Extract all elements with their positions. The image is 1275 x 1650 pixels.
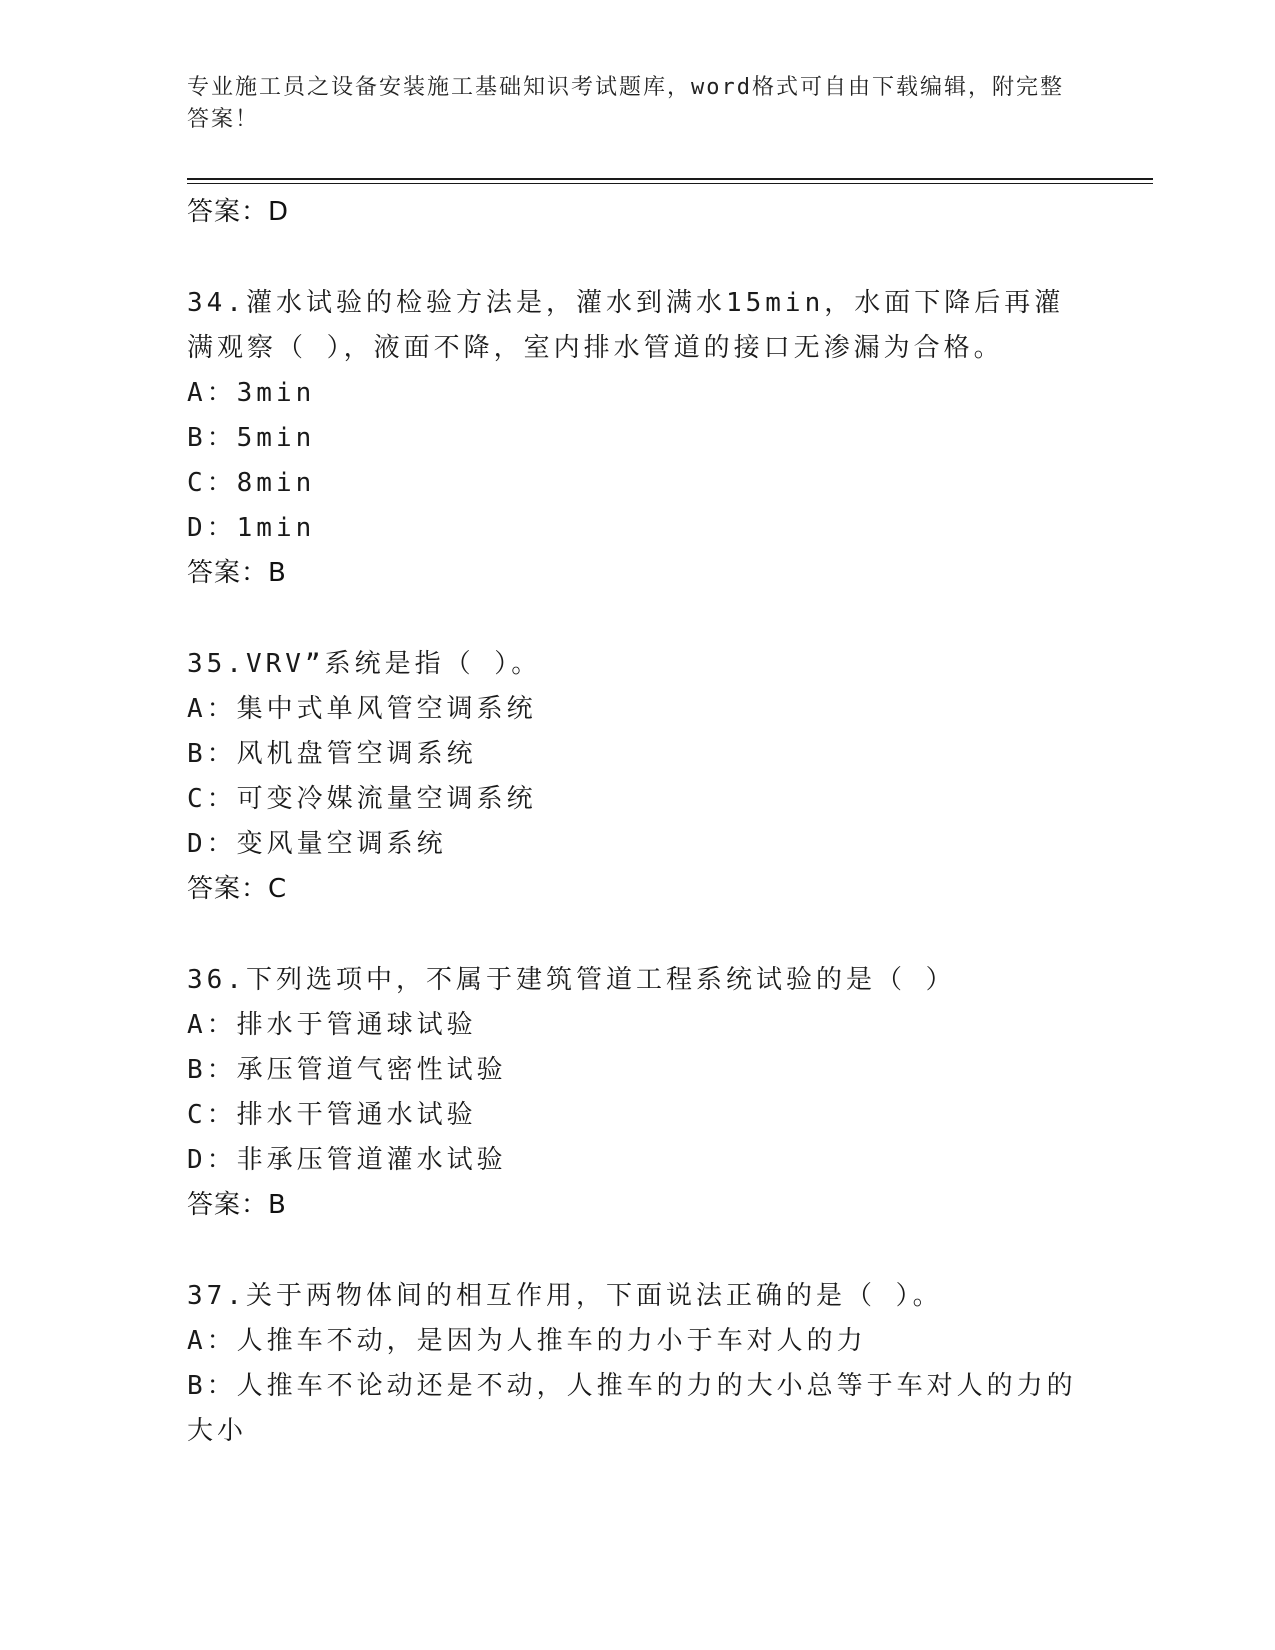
answer-line: 答案：B bbox=[187, 1190, 287, 1220]
question-stem: 34.灌水试验的检验方法是，灌水到满水15min，水面下降后再灌满观察（ ），液面不降，室内排水管道的接口无渗漏为合格。 bbox=[187, 288, 1065, 363]
option-a: A：集中式单风管空调系统 bbox=[187, 694, 537, 724]
option-b: B：5min bbox=[187, 423, 316, 453]
option-b: B：风机盘管空调系统 bbox=[187, 739, 477, 769]
option-b: B：人推车不论动还是不动，人推车的力的大小总等于车对人的力的大小 bbox=[187, 1371, 1077, 1446]
option-c: C：可变冷媒流量空调系统 bbox=[187, 784, 537, 814]
question-stem: 35.VRV”系统是指（ ）。 bbox=[187, 649, 542, 679]
option-d: D：变风量空调系统 bbox=[187, 829, 447, 859]
answer-line: 答案：C bbox=[187, 874, 288, 904]
option-b: B：承压管道气密性试验 bbox=[187, 1055, 507, 1085]
option-c: C：8min bbox=[187, 468, 316, 498]
option-a: A：排水于管通球试验 bbox=[187, 1010, 477, 1040]
header-divider-thick bbox=[187, 178, 1153, 180]
option-a: A：3min bbox=[187, 378, 316, 408]
question-list bbox=[187, 190, 1087, 1454]
question-35 bbox=[187, 642, 1087, 911]
page-header: 专业施工员之设备安装施工基础知识考试题库，word格式可自由下载编辑，附完整答案！ bbox=[187, 75, 1064, 132]
option-c: C：排水干管通水试验 bbox=[187, 1100, 477, 1130]
option-d: D：1min bbox=[187, 513, 316, 543]
option-a: A：人推车不动，是因为人推车的力小于车对人的力 bbox=[187, 1326, 867, 1356]
option-d: D：非承压管道灌水试验 bbox=[187, 1145, 507, 1175]
question-34 bbox=[187, 281, 1087, 595]
answer-line: 答案：B bbox=[187, 558, 287, 588]
answer-line: 答案：D bbox=[187, 197, 290, 227]
question-stem: 36.下列选项中，不属于建筑管道工程系统试验的是（ ） bbox=[187, 965, 956, 995]
question-36 bbox=[187, 958, 1087, 1227]
question-stem: 37.关于两物体间的相互作用，下面说法正确的是（ ）。 bbox=[187, 1281, 943, 1311]
question-37 bbox=[187, 1274, 1087, 1454]
header-divider-thin bbox=[187, 183, 1153, 184]
